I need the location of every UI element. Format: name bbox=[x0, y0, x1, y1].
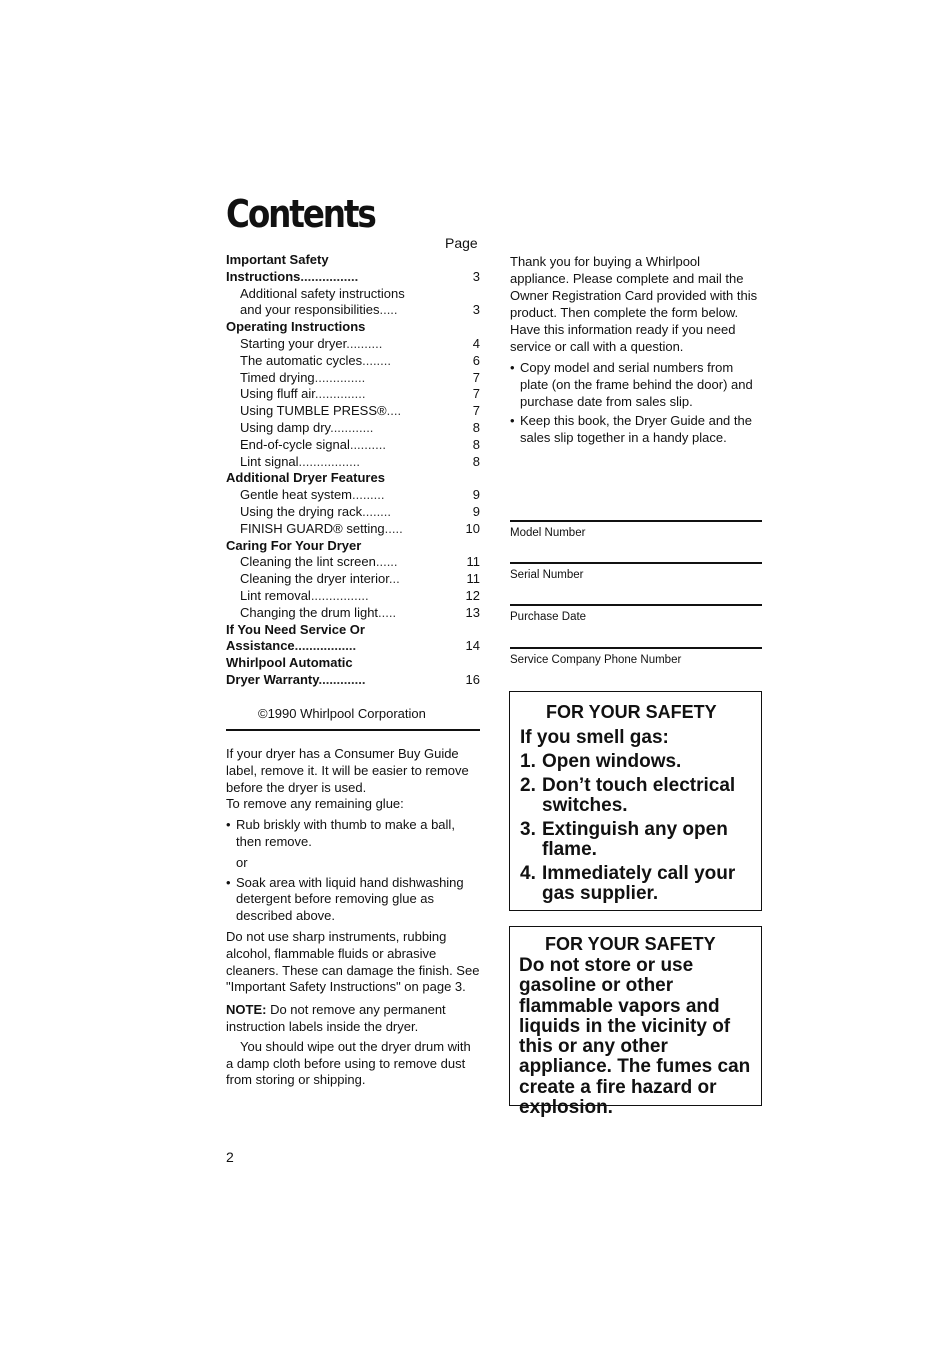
toc-entry: Cleaning the lint screen...... 11 bbox=[240, 554, 480, 570]
paragraph: If your dryer has a Consumer Buy Guide label, remove it. It will be easier to remove before the dryer is used. bbox=[226, 746, 469, 795]
toc-page-number: 6 bbox=[472, 352, 480, 368]
toc-entry: Dryer Warranty............. 16 bbox=[226, 671, 480, 687]
purchase-date-field: Purchase Date bbox=[510, 604, 762, 623]
copyright-notice: ©1990 Whirlpool Corporation bbox=[258, 706, 426, 721]
toc-entry: Using the drying rack........ 9 bbox=[240, 503, 480, 519]
toc-entry: Operating Instructions bbox=[226, 319, 366, 335]
toc-entry: Instructions................ 3 bbox=[226, 268, 480, 284]
gas-safety-box bbox=[509, 691, 762, 911]
flammable-safety-box bbox=[509, 926, 762, 1119]
toc-page-number: 3 bbox=[472, 302, 480, 318]
toc-entry: Additional safety instructions bbox=[240, 285, 405, 301]
page-number: 2 bbox=[226, 1149, 234, 1165]
toc-page-number: 8 bbox=[472, 436, 480, 452]
toc-entry: Starting your dryer.......... 4 bbox=[240, 335, 480, 351]
paragraph: Thank you for buying a Whirlpool appliance. Please complete and mail the Owner Registration Card provided with this product. Then complete the form below. Have this information ready if you need service or call with a question. bbox=[510, 254, 758, 354]
toc-page-number: 10 bbox=[465, 520, 480, 536]
toc-entry: Lint removal................ 12 bbox=[240, 587, 480, 603]
toc-entry: Caring For Your Dryer bbox=[226, 537, 362, 553]
toc-entry: Important Safety bbox=[226, 252, 329, 267]
safety-warning-text: Do not store or use gasoline or other flammable vapors and liquids in the vicinity of this or any other appliance. The fumes can create a fire hazard or explosion. bbox=[519, 955, 751, 1119]
toc-entry: Using TUMBLE PRESS®.... 7 bbox=[240, 403, 480, 419]
toc-entry: Cleaning the dryer interior... 11 bbox=[240, 571, 480, 587]
toc-entry: Gentle heat system......... 9 bbox=[240, 487, 480, 503]
toc-entry: Timed drying.............. 7 bbox=[240, 369, 480, 385]
toc-entry: Additional Dryer Features bbox=[226, 470, 385, 486]
toc-page-number: 11 bbox=[466, 554, 480, 570]
intro-text bbox=[510, 253, 762, 446]
toc-page-number: 7 bbox=[472, 369, 480, 385]
safety-step: 4. Immediately call your gas supplier. bbox=[520, 862, 736, 904]
toc-page-number: 12 bbox=[465, 587, 480, 603]
toc-entry: Using damp dry............ 8 bbox=[240, 419, 480, 435]
toc-page-number: 13 bbox=[465, 604, 480, 620]
safety-heading: FOR YOUR SAFETY bbox=[546, 702, 717, 722]
toc-page-header: Page bbox=[445, 235, 478, 251]
bullet-item: • Rub briskly with thumb to make a ball, then remove. bbox=[226, 817, 455, 849]
paragraph: Do not use sharp instruments, rubbing alcohol, flammable fluids or abrasive cleaners. These can damage the finish. See "Important Safety Instructions" on page 3. bbox=[226, 928, 480, 995]
safety-heading: FOR YOUR SAFETY bbox=[545, 934, 716, 954]
toc-entry: End-of-cycle signal.......... 8 bbox=[240, 436, 480, 452]
paragraph: To remove any remaining glue: bbox=[226, 796, 404, 812]
toc-page-number: 14 bbox=[465, 638, 480, 654]
toc-entry: Assistance................. 14 bbox=[226, 638, 480, 654]
toc-page-number: 3 bbox=[472, 268, 480, 284]
toc-entry: If You Need Service Or bbox=[226, 621, 365, 637]
service-phone-field: Service Company Phone Number bbox=[510, 647, 762, 666]
label-removal-instructions bbox=[226, 746, 480, 1089]
bullet-item: • Copy model and serial numbers from plate (on the frame behind the door) and purchase date from sales slip. bbox=[510, 360, 753, 409]
toc-entry: FINISH GUARD® setting..... 10 bbox=[240, 520, 480, 536]
toc-divider bbox=[226, 729, 480, 731]
toc-entry: Changing the drum light..... 13 bbox=[240, 604, 480, 620]
toc-entry: Using fluff air.............. 7 bbox=[240, 386, 480, 402]
table-of-contents bbox=[226, 252, 480, 689]
safety-step: 2. Don’t touch electrical switches. bbox=[520, 774, 736, 816]
toc-page-number: 4 bbox=[472, 335, 480, 351]
serial-number-field: Serial Number bbox=[510, 562, 762, 581]
toc-page-number: 8 bbox=[472, 453, 480, 469]
paragraph: You should wipe out the dryer drum with a damp cloth before using to remove dust from storing or shipping. bbox=[226, 1038, 471, 1088]
page-title: Contents bbox=[226, 192, 375, 236]
toc-page-number: 7 bbox=[472, 386, 480, 402]
note: NOTE: Do not remove any permanent instruction labels inside the dryer. bbox=[226, 1002, 446, 1034]
safety-subheading: If you smell gas: bbox=[520, 727, 669, 748]
toc-page-number: 9 bbox=[472, 487, 480, 503]
toc-page-number: 11 bbox=[466, 571, 480, 587]
toc-entry: Whirlpool Automatic bbox=[226, 655, 353, 671]
safety-step: 3. Extinguish any open flame. bbox=[520, 818, 728, 860]
toc-page-number: 9 bbox=[472, 503, 480, 519]
safety-step: 1. Open windows. bbox=[520, 751, 682, 772]
toc-entry: Lint signal................. 8 bbox=[240, 453, 480, 469]
or-text: or bbox=[236, 854, 248, 870]
model-number-field: Model Number bbox=[510, 520, 762, 539]
toc-page-number: 8 bbox=[472, 419, 480, 435]
toc-page-number: 7 bbox=[472, 403, 480, 419]
toc-entry: The automatic cycles........ 6 bbox=[240, 352, 480, 368]
toc-entry: and your responsibilities..... 3 bbox=[240, 302, 480, 318]
bullet-item: • Soak area with liquid hand dishwashing detergent before removing glue as described above. bbox=[226, 874, 464, 924]
toc-page-number: 16 bbox=[465, 671, 480, 687]
bullet-item: • Keep this book, the Dryer Guide and the sales slip together in a handy place. bbox=[510, 413, 752, 445]
